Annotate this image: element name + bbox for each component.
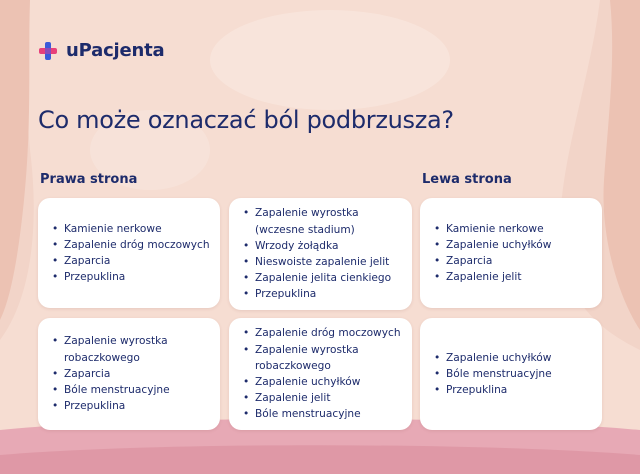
list-item: • Zaparcia — [50, 366, 210, 382]
list-item: • Zapalenie uchyłków — [241, 374, 402, 390]
list-item: • Zapalenie wyrostka robaczkowego — [50, 333, 210, 365]
page-title: Co może oznaczać ból podbrzusza? — [38, 106, 454, 134]
card-right-upper — [38, 198, 220, 308]
cross-logo-icon — [38, 41, 58, 61]
list-item: • Zapalenie uchyłków — [432, 350, 592, 366]
list-item: • Przepuklina — [432, 382, 592, 398]
symptom-list — [241, 325, 402, 422]
list-item: • Bóle menstruacyjne — [241, 406, 402, 422]
list-item: • Kamienie nerkowe — [432, 221, 592, 237]
card-right-lower — [38, 318, 220, 430]
list-item: • Przepuklina — [241, 286, 402, 302]
brand-logo[interactable] — [38, 40, 164, 61]
list-item: • Kamienie nerkowe — [50, 221, 210, 237]
brand-name: uPacjenta — [66, 40, 165, 61]
list-item: • Zapalenie jelita cienkiego — [241, 270, 402, 286]
card-center-upper — [229, 198, 412, 310]
list-item: • Zapalenie wyrostka (wczesne stadium) — [241, 205, 402, 237]
column-label-left-side: Lewa strona — [422, 172, 512, 187]
card-left-upper — [420, 198, 602, 308]
list-item: • Zapalenie jelit — [241, 390, 402, 406]
symptom-list — [50, 333, 210, 414]
list-item: • Wrzody żołądka — [241, 238, 402, 254]
symptom-list — [50, 221, 210, 286]
symptom-list — [432, 350, 592, 399]
list-item: • Zapalenie wyrostka robaczkowego — [241, 342, 402, 374]
symptom-list — [432, 221, 592, 286]
list-item: • Bóle menstruacyjne — [432, 366, 592, 382]
card-left-lower — [420, 318, 602, 430]
list-item: • Bóle menstruacyjne — [50, 382, 210, 398]
list-item: • Zaparcia — [50, 253, 210, 269]
list-item: • Zapalenie dróg moczowych — [241, 325, 402, 341]
list-item: • Zapalenie jelit — [432, 269, 592, 285]
list-item: • Przepuklina — [50, 269, 210, 285]
list-item: • Zapalenie uchyłków — [432, 237, 592, 253]
list-item: • Przepuklina — [50, 398, 210, 414]
list-item: • Nieswoiste zapalenie jelit — [241, 254, 402, 270]
list-item: • Zaparcia — [432, 253, 592, 269]
list-item: • Zapalenie dróg moczowych — [50, 237, 210, 253]
card-center-lower — [229, 318, 412, 430]
column-label-right-side: Prawa strona — [40, 172, 138, 187]
symptom-list — [241, 205, 402, 302]
